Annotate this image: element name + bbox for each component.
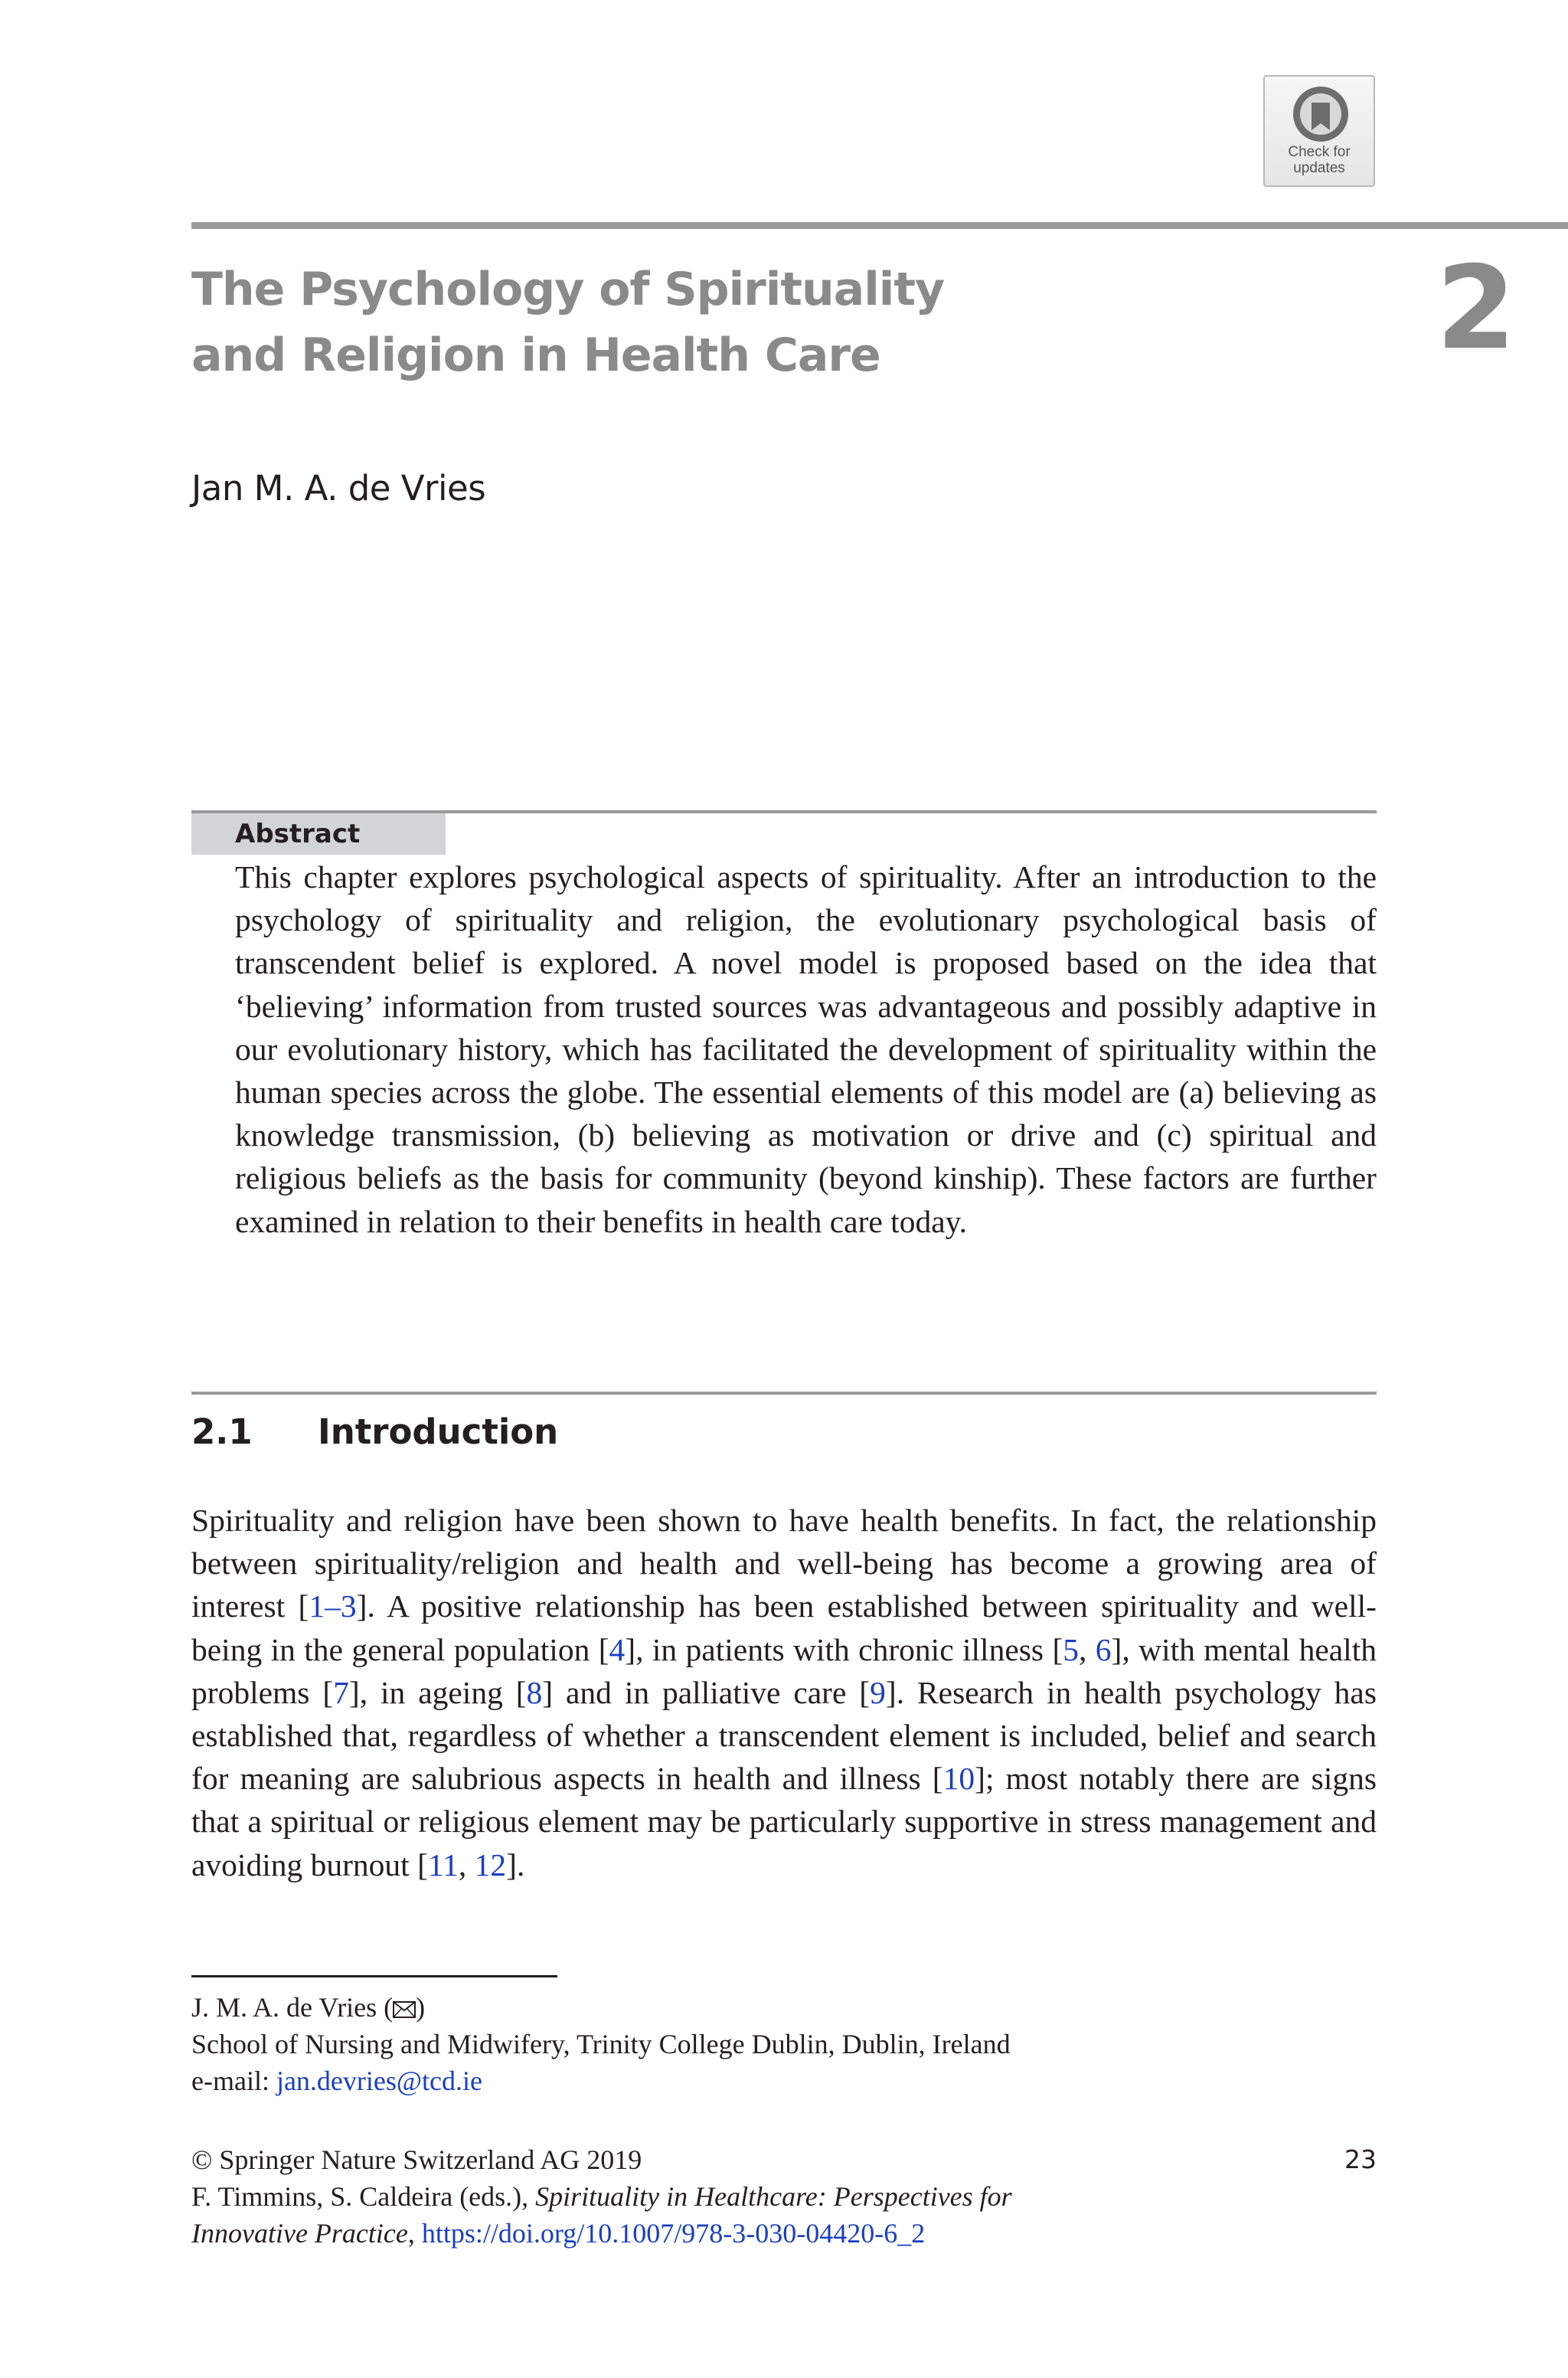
citation-link[interactable]: 1–3 <box>309 1588 357 1624</box>
citation-link[interactable]: 6 <box>1095 1631 1112 1667</box>
citation-link[interactable]: 8 <box>526 1674 543 1710</box>
citation-link[interactable]: 7 <box>333 1674 349 1710</box>
author-affiliation: J. M. A. de Vries ( ) School of Nursing and Midwifery, Trinity College Dublin, Dublin, Ireland e-mail: jan.devries@tcd.ie <box>191 1992 1011 2096</box>
section-rule <box>191 1392 1377 1395</box>
doi-link[interactable]: https://doi.org/10.1007/978-3-030-04420-6_2 <box>421 2218 926 2249</box>
abstract-text: This chapter explores psychological aspects of spirituality. After an introduction to the psychology of spirituality and religion, the evolutionary psychological basis of transcendent belief is explored. A novel model is proposed based on the idea that ‘believing’ information from trusted sources was advantageous and possibly adaptive in our evolutionary history, which has facilitated the development of spirituality within the human species across the globe. The essential elements of this model are (a) believing as knowledge transmission, (b) believing as motivation or drive and (c) spiritual and religious beliefs as the basis for community (beyond kinship). These factors are further examined in relation to their benefits in health care today. <box>235 859 1377 1239</box>
check-for-updates-badge[interactable] <box>1263 75 1375 187</box>
citation-link[interactable]: 5 <box>1063 1631 1080 1667</box>
abstract-heading: Abstract <box>235 819 361 849</box>
introduction-paragraph: Spirituality and religion have been shown to have health benefits. In fact, the relationship between spirituality/religion and health and well-being has become a growing area of interest [1–3]. A positive relationship has been established between spirituality and well-being in the general population [4], in patients with chronic illness [5, 6], with mental health problems [7], in ageing [8] and in palliative care [9]. Research in health psychology has established that, regardless of whether a transcendent element is included, belief and search for meaning are salubrious aspects in health and illness [10]; most notably there are signs that a spiritual or religious element may be particularly supportive in stress management and avoiding burnout [11, 12]. <box>191 1503 1377 1882</box>
badge-label: Check for updates <box>1288 144 1351 176</box>
section-title: Introduction <box>318 1411 559 1452</box>
citation-link[interactable]: 9 <box>870 1674 886 1710</box>
citation-link[interactable]: 12 <box>474 1846 507 1882</box>
chapter-number: 2 <box>1436 242 1516 375</box>
citation-link[interactable]: 10 <box>942 1761 975 1797</box>
bookmark-icon <box>1291 84 1351 144</box>
chapter-title: The Psychology of Spirituality and Religion in Health Care <box>191 263 945 382</box>
envelope-icon[interactable] <box>393 2001 416 2018</box>
footnote-rule <box>191 1975 557 1977</box>
chapter-author: Jan M. A. de Vries <box>191 468 486 509</box>
chapter-top-rule <box>191 222 1568 229</box>
section-number: 2.1 <box>191 1411 253 1452</box>
email-link[interactable]: jan.devries@tcd.ie <box>276 2066 483 2096</box>
citation-link[interactable]: 4 <box>609 1631 626 1667</box>
citation-link[interactable]: 11 <box>427 1846 459 1882</box>
book-imprint: © Springer Nature Switzerland AG 2019 F. Timmins, S. Caldeira (eds.), Spirituality in Healthcare: Perspectives for Innovative Practice, https://doi.org/10.1007/978-3-030-04420-6_2 <box>191 2144 1012 2249</box>
page-number: 23 <box>1344 2144 1377 2174</box>
